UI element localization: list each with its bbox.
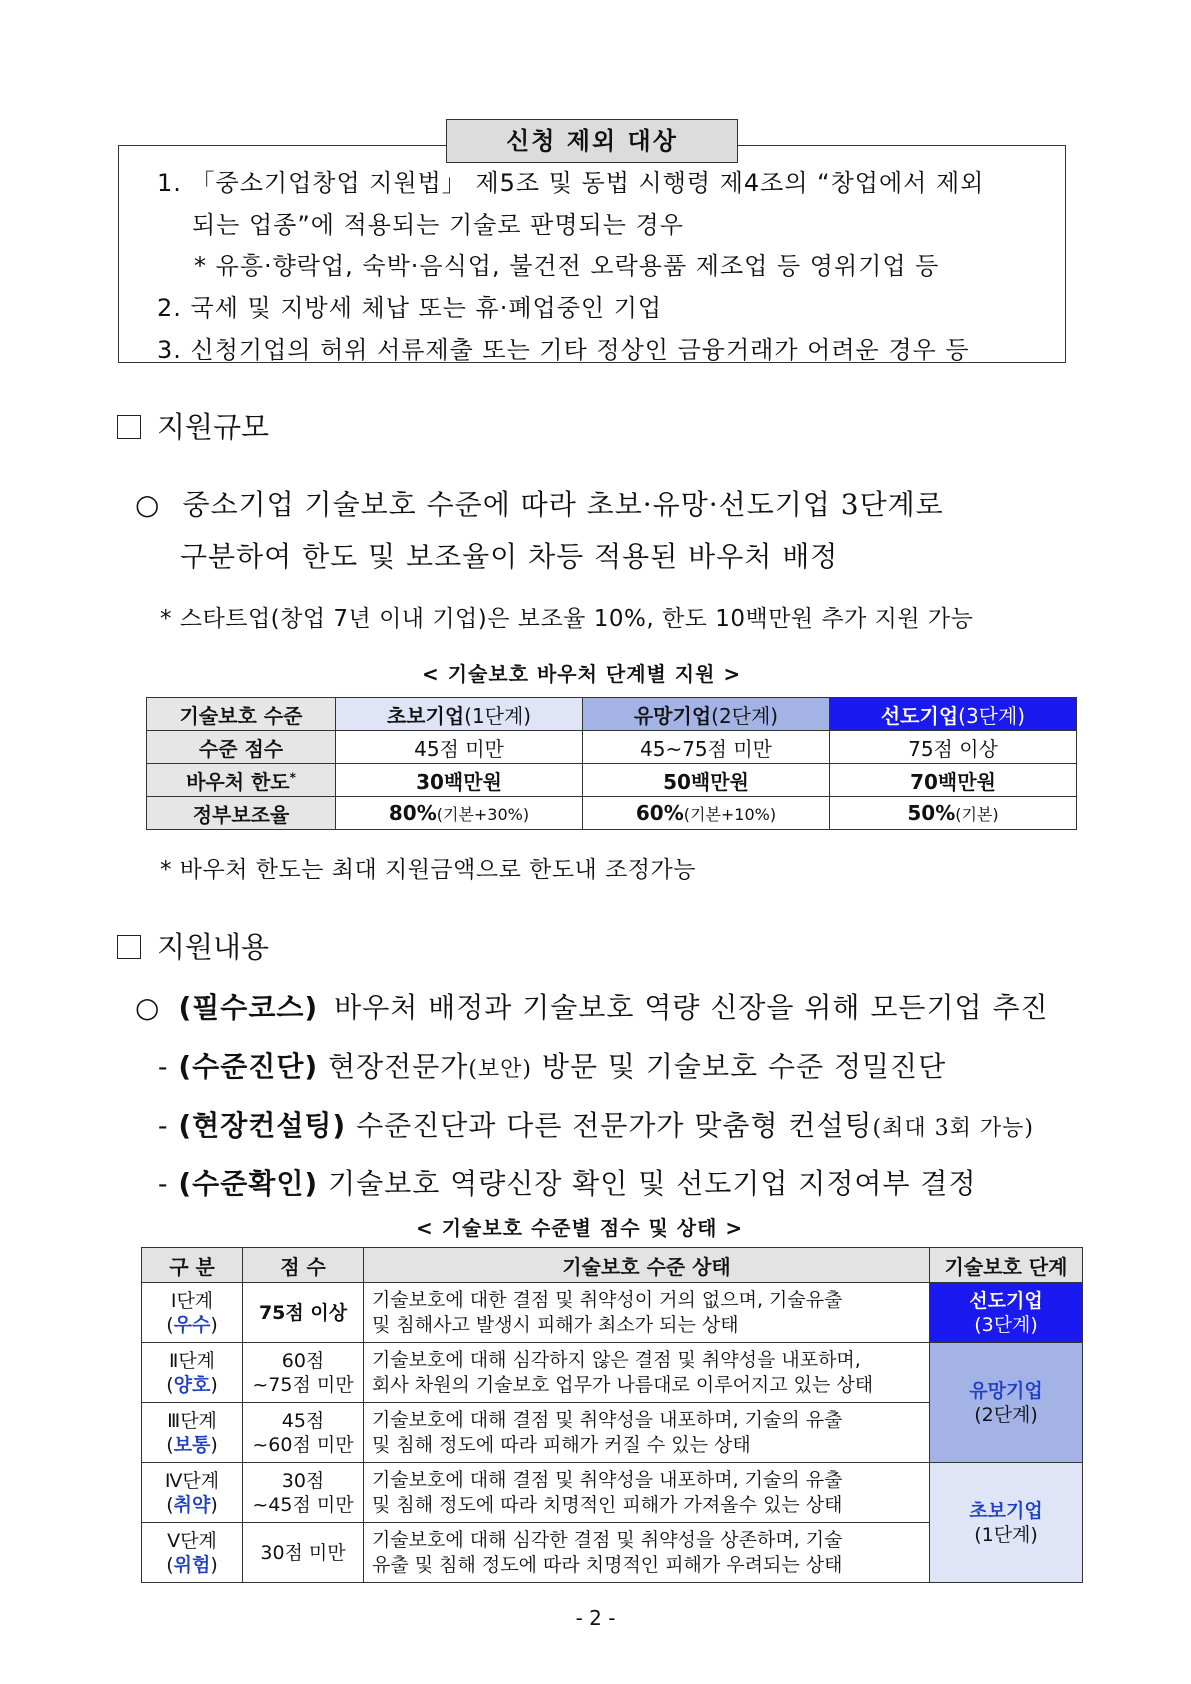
exclusion-item-1: 1. 「중소기업창업 지원법」 제5조 및 동법 시행령 제4조의 “창업에서 제외 <box>157 169 985 197</box>
checkbox-square-icon <box>117 415 141 439</box>
circle-bullet-icon: ○ <box>135 991 161 1024</box>
stage-cell: Ⅳ단계 (취약) <box>142 1463 243 1523</box>
scale-body-line-2: 구분하여 한도 및 보조율이 차등 적용된 바우처 배정 <box>180 540 839 573</box>
limit-cell: 70백만원 <box>830 764 1077 797</box>
table-row <box>147 764 1077 797</box>
header-label: 기술보호 수준 <box>147 698 336 731</box>
score-cell: 30점 미만 <box>243 1523 364 1583</box>
level-table-caption: < 기술보호 수준별 점수 및 상태 > <box>416 1216 744 1240</box>
rate-cell: 60%(기본+10%) <box>583 797 830 830</box>
level-table-header <box>142 1248 1083 1283</box>
header-leading: 선도기업(3단계) <box>830 698 1077 731</box>
score-cell: 45점 미만 <box>336 731 583 764</box>
section-heading-content: 지원내용 <box>117 925 269 966</box>
required-course-line <box>135 986 1049 1026</box>
limit-cell: 50백만원 <box>583 764 830 797</box>
score-cell: 60점 ~75점 미만 <box>243 1343 364 1403</box>
limit-cell: 30백만원 <box>336 764 583 797</box>
voucher-table-caption: < 기술보호 바우처 단계별 지원 > <box>422 662 742 686</box>
status-cell: 기술보호에 대해 심각하지 않은 결점 및 취약성을 내포하며, 회사 차원의 기술보호 업무가 나름대로 이루어지고 있는 상태 <box>364 1343 930 1403</box>
level-promising: 유망기업 (2단계) <box>930 1343 1083 1463</box>
row-label-limit: 바우처 한도* <box>147 764 336 797</box>
level-beginner: 초보기업 (1단계) <box>930 1463 1083 1583</box>
stage-cell: Ⅴ단계 (위험) <box>142 1523 243 1583</box>
exclusion-item-1-note: * 유흥·향락업, 숙박·음식업, 불건전 오락용품 제조업 등 영위기업 등 <box>194 252 940 280</box>
table-row <box>142 1283 1083 1343</box>
score-cell: 30점 ~45점 미만 <box>243 1463 364 1523</box>
voucher-table-note: * 바우처 한도는 최대 지원금액으로 한도내 조정가능 <box>160 857 696 883</box>
header-stage: 기술보호 단계 <box>930 1248 1083 1283</box>
header-promising: 유망기업(2단계) <box>583 698 830 731</box>
exclusion-item-1-cont: 되는 업종”에 적용되는 기술로 판명되는 경우 <box>192 211 684 239</box>
exclusion-title: 신청 제외 대상 <box>446 119 738 163</box>
rate-cell: 50%(기본) <box>830 797 1077 830</box>
item-field-consulting: - (현장컨설팅) 수준진단과 다른 전문가가 맞춤형 컨설팅(최대 3회 가능) <box>158 1109 1034 1142</box>
status-cell: 기술보호에 대한 결점 및 취약성이 거의 없으며, 기술유출 및 침해사고 발생시 피해가 최소가 되는 상태 <box>364 1283 930 1343</box>
stage-cell: Ⅱ단계 (양호) <box>142 1343 243 1403</box>
voucher-table <box>146 697 1077 830</box>
item-level-confirm: - (수준확인) 기술보호 역량신장 확인 및 선도기업 지정여부 결정 <box>158 1167 977 1200</box>
status-cell: 기술보호에 대해 심각한 결점 및 취약성을 상존하며, 기술 유출 및 침해 정도에 따라 치명적인 피해가 우려되는 상태 <box>364 1523 930 1583</box>
score-cell: 45점 ~60점 미만 <box>243 1403 364 1463</box>
scale-body-line-1: 중소기업 기술보호 수준에 따라 초보·유망·선도기업 3단계로 <box>182 488 944 521</box>
header-beginner: 초보기업(1단계) <box>336 698 583 731</box>
rate-cell: 80%(기본+30%) <box>336 797 583 830</box>
level-table <box>141 1247 1083 1583</box>
header-score: 점 수 <box>243 1248 364 1283</box>
status-cell: 기술보호에 대해 결점 및 취약성을 내포하며, 기술의 유출 및 침해 정도에 따라 치명적인 피해가 가져올수 있는 상태 <box>364 1463 930 1523</box>
required-course-text: 바우처 배정과 기술보호 역량 신장을 위해 모든기업 추진 <box>334 991 1049 1024</box>
level-leading: 선도기업 (3단계) <box>930 1283 1083 1343</box>
checkbox-square-icon <box>117 935 141 959</box>
table-row <box>142 1343 1083 1403</box>
score-cell: 75점 이상 <box>830 731 1077 764</box>
scale-note: * 스타트업(창업 7년 이내 기업)은 보조율 10%, 한도 10백만원 추가 지원 가능 <box>160 606 974 632</box>
score-cell: 75점 이상 <box>243 1283 364 1343</box>
header-category: 구 분 <box>142 1248 243 1283</box>
required-course-label: (필수코스) <box>178 991 319 1024</box>
item-level-diagnosis: - (수준진단) 현장전문가(보안) 방문 및 기술보호 수준 정밀진단 <box>158 1050 947 1083</box>
stage-cell: Ⅰ단계 (우수) <box>142 1283 243 1343</box>
header-status: 기술보호 수준 상태 <box>364 1248 930 1283</box>
circle-bullet-icon: ○ <box>135 488 161 521</box>
exclusion-item-2: 2. 국세 및 지방세 체납 또는 휴·폐업중인 기업 <box>157 294 663 322</box>
stage-cell: Ⅲ단계 (보통) <box>142 1403 243 1463</box>
exclusion-item-3: 3. 신청기업의 허위 서류제출 또는 기타 정상인 금융거래가 어려운 경우 등 <box>157 336 970 364</box>
status-cell: 기술보호에 대해 결점 및 취약성을 내포하며, 기술의 유출 및 침해 정도에 따라 피해가 커질 수 있는 상태 <box>364 1403 930 1463</box>
row-label-rate: 정부보조율 <box>147 797 336 830</box>
scale-bullet <box>135 483 944 523</box>
row-label-score: 수준 점수 <box>147 731 336 764</box>
table-row <box>147 731 1077 764</box>
table-row <box>147 797 1077 830</box>
page-number: - 2 - <box>575 1606 616 1630</box>
table-row <box>142 1463 1083 1523</box>
section-heading-scale: 지원규모 <box>117 405 269 446</box>
score-cell: 45~75점 미만 <box>583 731 830 764</box>
voucher-table-header <box>147 698 1077 731</box>
